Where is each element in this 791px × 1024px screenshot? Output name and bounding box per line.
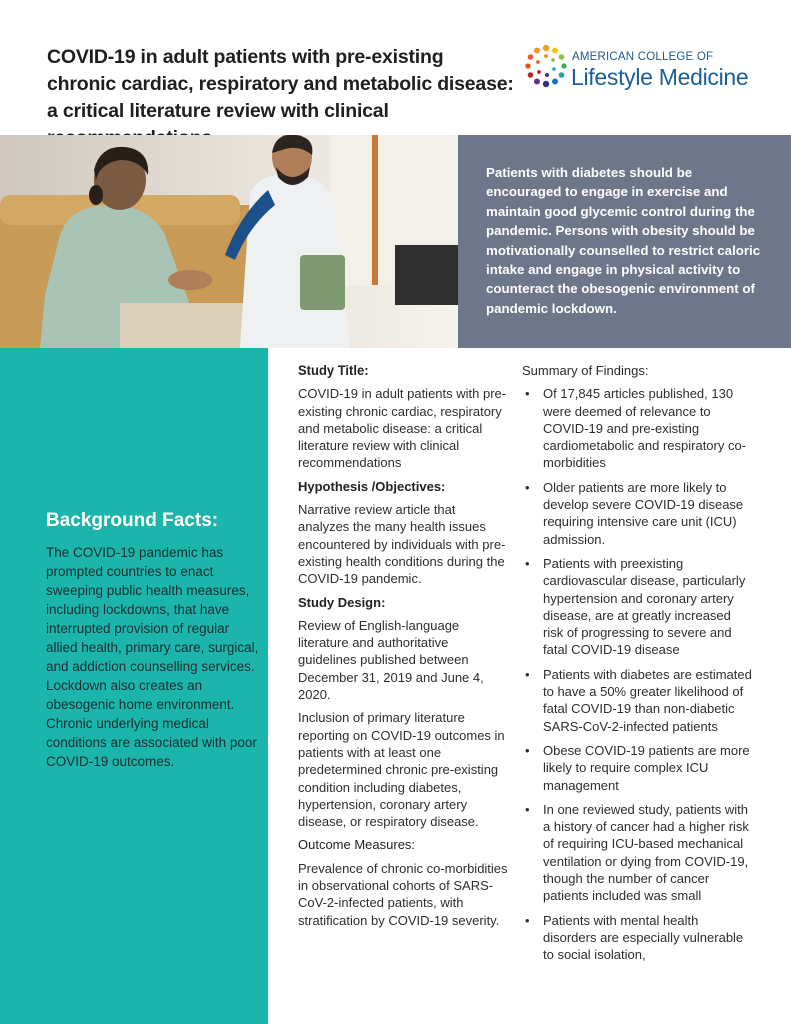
callout-text: Patients with diabetes should be encouraged to engage in exercise and maintain good glycemic control during the pandemic. Persons with obesity should be motivationally counselled to restrict caloric intake and engage in physical activity to counteract the obesogenic environment of pandemic lockdown. xyxy=(486,165,761,316)
summary-item: • Older patients are more likely to develop severe COVID-19 disease requiring intensive care unit (ICU) admission. xyxy=(522,479,752,548)
summary-item: • Obese COVID-19 patients are more likely to require complex ICU management xyxy=(522,742,752,794)
multicolor-dot-ring-icon xyxy=(524,44,568,88)
summary-item: • Patients with diabetes are estimated to have a 50% greater likelihood of fatal COVID-19 than non-diabetic SARS-CoV-2-infected patients xyxy=(522,666,752,735)
study-design-text-2: Inclusion of primary literature reporting on COVID-19 outcomes in patients with at least one predetermined chronic pre-existing condition including diabetes, hypertension, coronary artery disease, or respiratory disease. xyxy=(298,710,505,830)
hypothesis-text: Narrative review article that analyzes the many health issues encountered by individuals with pre-existing health conditions during the COVID-19 pandemic. xyxy=(298,502,506,587)
summary-item: • Of 17,845 articles published, 130 were deemed of relevance to COVID-19 and pre-existing cardiometabolic and respiratory co-morbidities xyxy=(522,385,752,471)
outcome-text: Prevalence of chronic co-morbidities in observational cohorts of SARS-CoV-2-infected patients, with stratification by COVID-19 severity. xyxy=(298,860,508,928)
summary-item: • Patients with mental health disorders are especially vulnerable to social isolation, xyxy=(522,912,752,964)
summary-list xyxy=(522,385,752,963)
summary-item: • Patients with preexisting cardiovascular disease, particularly hypertension and coronary artery disease, are at greatly increased risk of progressing to severe and fatal COVID-19 disease xyxy=(522,555,752,659)
document-title: COVID-19 in adult patients with pre-existing chronic cardiac, respiratory and metabolic disease: a critical literature review with clinical xyxy=(47,46,514,122)
study-title-heading: Study Title: xyxy=(298,362,369,379)
summary-heading: Summary of Findings: xyxy=(522,363,649,378)
study-column xyxy=(298,362,510,935)
background-heading: Background Facts: xyxy=(46,510,219,531)
background-text: The COVID-19 pandemic has prompted countries to enact sweeping public health measures, including lockdowns, that have interrupted provision of regular allied health, primary care, surgical, and addiction counselling services. Lockdown also creates an obesogenic home environment. Chronic underlying medical conditions are associated with poor COVID-19 outcomes. xyxy=(46,545,259,769)
logo-line-1: AMERICAN COLLEGE OF xyxy=(572,51,714,63)
callout-panel xyxy=(458,135,791,348)
hero-photo xyxy=(0,135,458,348)
summary-column xyxy=(522,362,752,971)
outcome-heading: Outcome Measures: xyxy=(298,837,416,853)
hypothesis-heading: Hypothesis /Objectives: xyxy=(298,478,446,494)
study-design-text-1: Review of English-language literature and authoritative guidelines published between December 31, 2019 and June 4, 2020. xyxy=(298,617,484,703)
summary-item: • In one reviewed study, patients with a history of cancer had a higher risk of requiring ICU-based mechanical ventilation or dying from COVID-19, though the number of cancer patients included was small xyxy=(522,801,752,905)
logo-line-2: Lifestyle Medicine xyxy=(571,64,749,90)
study-title-text: COVID-19 in adult patients with pre-existing chronic cardiac, respiratory and metabolic disease: a critical literature review with clinical recommendations xyxy=(298,386,507,471)
aclm-logo xyxy=(524,44,764,96)
study-design-heading: Study Design: xyxy=(298,594,386,610)
